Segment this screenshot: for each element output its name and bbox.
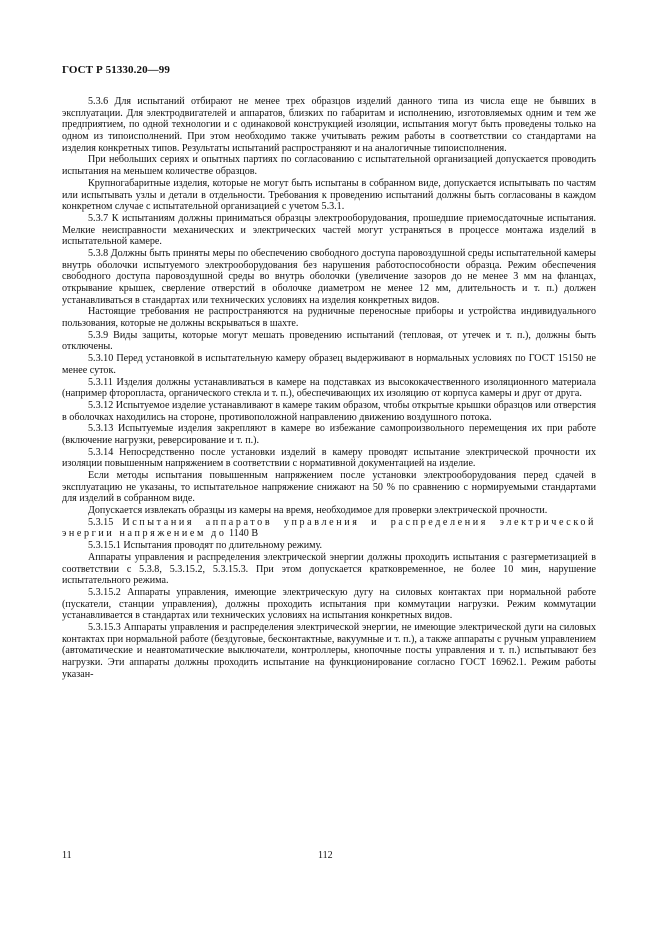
section-spaced-title: Испытания аппаратов управления и распределения электрической энергии напряжением до — [62, 516, 596, 540]
paragraph: 5.3.8 Должны быть приняты меры по обеспечению свободного доступа паровоздушной среды испытательной камеры внутрь оболочки испытуемого электрооборудования без нарушения работоспособности образца. Режим обеспечения свободного доступа паровоздушной среды во внутрь оболочки (увеличение зазоров до не менее 3 мм на фланцах, открывание крышек, сверление отверстий в оболочке диаметром не менее 12 мм, длительность и т. п.) должен устанавливаться в стандартах или технических условиях на изделия конкретных видов. — [62, 247, 596, 306]
paragraph: 5.3.15.2 Аппараты управления, имеющие электрическую дугу на силовых контактах при нормальной работе (пускатели, станции управления), должны проходить испытания при коммутации нагрузки. Режим коммутации устанавливается в стандартах или технических условиях на испытания конкретных видов. — [62, 586, 596, 622]
section-number: 5.3.15 — [88, 516, 114, 528]
page-number: 112 — [318, 850, 333, 861]
paragraph: 5.3.11 Изделия должны устанавливаться в камере на подставках из высококачественного изоляционного материала (например фторопласта, органического стекла и т. п.), обеспечивающих их изоляцию от корпуса камеры и друг от друга. — [62, 376, 596, 400]
paragraph: 5.3.12 Испытуемое изделие устанавливают в камере таким образом, чтобы открытые крышки образцов или отверстия в оболочках находились на стороне, противоположной направлению движению воздушного потока. — [62, 399, 596, 423]
paragraph: 5.3.9 Виды защиты, которые могут мешать проведению испытаний (тепловая, от утечек и т. п.), должны быть отключены. — [62, 329, 596, 353]
paragraph: Настоящие требования не распространяются на рудничные переносные приборы и устройства индивидуального пользования, которые не должны вскрываться в шахте. — [62, 306, 596, 330]
paragraph: 5.3.6 Для испытаний отбирают не менее трех образцов изделий данного типа из числа еще не бывших в эксплуатации. Для электродвигателей и аппаратов, близких по габаритам и исполнению, изготовляемых одним и тем же предприятием, по одной технологии и с одинаковой конструкцией изоляции, испытания могут быть проведены только на одном из типоисполнений. При этом необходимо также учитывать режим работы в соответствии со стандартами на изделия конкретных типов. Результаты испытаний распространяют и на аналогичные типоисполнения. — [62, 96, 596, 154]
paragraph: Аппараты управления и распределения электрической энергии должны проходить испытания с разгерметизацией в соответствии с 5.3.8, 5.3.15.2, 5.3.15.3. При этом допускается кратковременное, не более 10 мин, нарушение испытательного режима. — [62, 551, 596, 587]
paragraph: При небольших сериях и опытных партиях по согласованию с испытательной организацией допускается проводить испытания на меньшем количестве образцов. — [62, 154, 596, 178]
paragraph: 5.3.15.1 Испытания проводят по длительному режиму. — [88, 540, 323, 552]
paragraph: 5.3.13 Испытуемые изделия закрепляют в камере во избежание самопроизвольного перемещения их при работе (включение нагрузки, реверсирование и т. п.). — [62, 423, 596, 446]
section-heading-5-3-15 — [62, 517, 596, 540]
paragraph: Если методы испытания повышенным напряжением после установки электрооборудования перед сдачей в эксплуатацию не указаны, то испытательное напряжение снижают на 50 % по сравнению с нормируемыми стандартами для изделий в собранном виде. — [62, 470, 596, 505]
paragraph: 5.3.7 К испытаниям должны приниматься образцы электрооборудования, прошедшие приемосдаточные испытания. Мелкие неисправности механических и электрических частей могут устраняться в процессе монтажа изделий в испытательной камере. — [62, 212, 596, 248]
paragraph: 5.3.10 Перед установкой в испытательную камеру образец выдерживают в нормальных условиях по ГОСТ 15150 не менее суток. — [62, 353, 596, 376]
paragraph: 5.3.14 Непосредственно после установки изделий в камеру проводят испытание электрической прочности их изоляции повышенным напряжением в соответствии с нормативной документацией на изделие. — [62, 446, 596, 470]
section-voltage: 1140 В — [229, 528, 259, 540]
document-body — [62, 96, 596, 680]
footer-left-number: 11 — [62, 850, 72, 861]
paragraph: Крупногабаритные изделия, которые не могут быть испытаны в собранном виде, допускается испытывать по частям или испытывать узлы и детали в отдельности. Требования к проведению испытаний должны быть согласованы в каждом конкретном случае с испытательной организацией с учетом 5.3.1. — [62, 177, 596, 213]
page-header-title: ГОСТ Р 51330.20—99 — [62, 64, 170, 76]
paragraph: Допускается извлекать образцы из камеры на время, необходимое для проверки электрической прочности. — [88, 505, 548, 517]
paragraph: 5.3.15.3 Аппараты управления и распределения электрической энергии, не имеющие электрической дуги на силовых контактах при нормальной работе (бездуговые, бесконтактные, вакуумные и т. п.), а также аппараты с ручным управлением (автоматические и неавтоматические выключатели, контроллеры, кнопочные посты управления и т. п.) испытывают без нагрузки. Эти аппараты должны проходить испытание на функционирование согласно ГОСТ 16962.1. Режим работы указан- — [62, 621, 596, 680]
